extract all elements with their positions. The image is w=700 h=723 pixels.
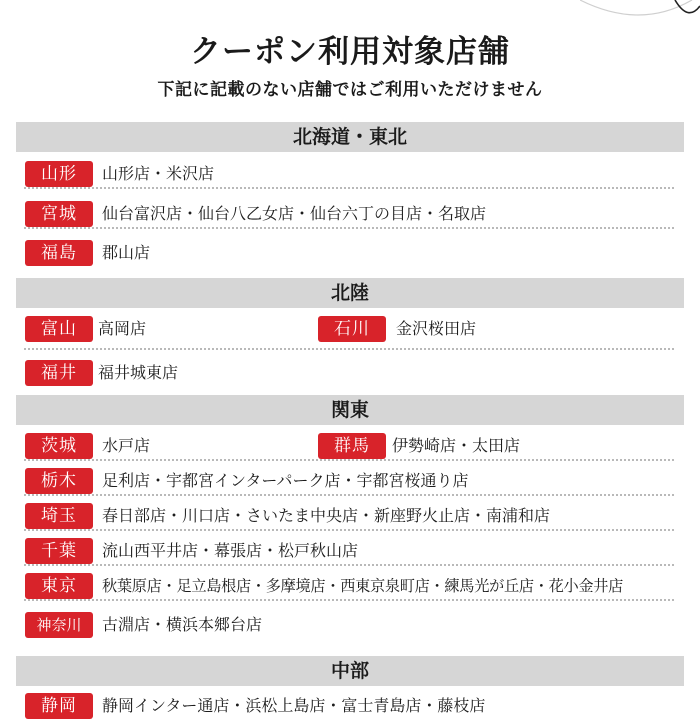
prefecture-tag-tokyo: 東京 <box>25 573 93 599</box>
store-list-fukui: 福井城東店 <box>98 363 179 382</box>
region-header-kanto: 関東 <box>16 395 684 425</box>
store-list-gunma: 伊勢崎店・太田店 <box>392 436 521 455</box>
store-list-saitama: 春日部店・川口店・さいたま中央店・新座野火止店・南浦和店 <box>102 506 551 525</box>
prefecture-tag-yamagata: 山形 <box>25 161 93 187</box>
page-subtitle: 下記に記載のない店舗ではご利用いただけません <box>157 80 543 100</box>
prefecture-tag-tochigi: 栃木 <box>25 468 93 494</box>
store-list-kanagawa: 古淵店・横浜本郷台店 <box>102 615 263 634</box>
store-row <box>16 608 684 642</box>
prefecture-tag-gunma: 群馬 <box>318 433 386 459</box>
store-list-tochigi: 足利店・宇都宮インターパーク店・宇都宮桜通り店 <box>102 471 469 490</box>
prefecture-tag-kanagawa: 神奈川 <box>25 612 93 638</box>
store-list-miyagi: 仙台富沢店・仙台八乙女店・仙台六丁の目店・名取店 <box>102 204 487 223</box>
prefecture-tag-shizuoka: 静岡 <box>25 693 93 719</box>
prefecture-tag-toyama: 富山 <box>25 316 93 342</box>
store-row <box>16 356 684 390</box>
store-list-tokyo: 秋葉原店・足立島根店・多摩境店・西東京泉町店・練馬光が丘店・花小金井店 <box>102 577 624 595</box>
store-list-chiba: 流山西平井店・幕張店・松戸秋山店 <box>102 541 359 560</box>
store-row <box>16 534 684 568</box>
region-header-chubu: 中部 <box>16 656 684 686</box>
corner-decoration <box>580 0 700 18</box>
store-row <box>16 429 684 463</box>
store-row <box>16 157 684 191</box>
store-row <box>16 236 684 270</box>
store-row <box>16 197 684 231</box>
store-row <box>16 689 684 723</box>
prefecture-tag-fukui: 福井 <box>25 360 93 386</box>
store-list-ibaraki: 水戸店 <box>102 436 151 455</box>
prefecture-tag-fukushima: 福島 <box>25 240 93 266</box>
store-row <box>16 312 684 352</box>
store-list-shizuoka: 静岡インター通店・浜松上島店・富士青島店・藤枝店 <box>102 696 486 715</box>
store-list-yamagata: 山形店・米沢店 <box>102 164 215 183</box>
region-header-tohoku: 北海道・東北 <box>16 122 684 152</box>
prefecture-tag-ishikawa: 石川 <box>318 316 386 342</box>
store-row <box>16 464 684 498</box>
prefecture-tag-ibaraki: 茨城 <box>25 433 93 459</box>
region-header-hokuriku: 北陸 <box>16 278 684 308</box>
store-row <box>16 569 684 603</box>
store-list-fukushima: 郡山店 <box>102 243 151 262</box>
prefecture-tag-miyagi: 宮城 <box>25 201 93 227</box>
page-title: クーポン利用対象店舗 <box>190 34 510 70</box>
store-list-toyama: 高岡店 <box>98 319 147 338</box>
prefecture-tag-chiba: 千葉 <box>25 538 93 564</box>
store-list-ishikawa: 金沢桜田店 <box>396 319 477 338</box>
prefecture-tag-saitama: 埼玉 <box>25 503 93 529</box>
store-row <box>16 499 684 533</box>
